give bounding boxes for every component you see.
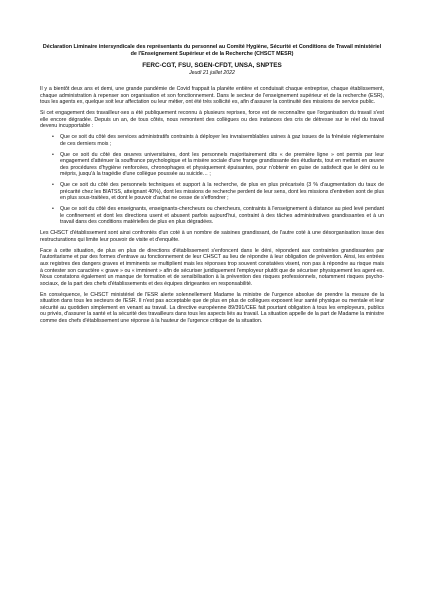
list-item — [52, 152, 384, 178]
bullet-icon: • — [52, 182, 54, 189]
list-item-text: Que ce soit du côté des personnels techniques et support à la recherche, de plus en plus précarisés (3 % d'augmentation du taux de précarité chez les BIATSS, atteignant 40%), dont les missions de recherche perdent de leur sens, dont les missions d'entretien sont de plus en plus sous-traitées, et dont le pouvoir d'achat ne cesse de s'effondrer ; — [60, 182, 384, 202]
document-title: Déclaration Liminaire intersyndicale des représentants du personnel au Comité Hygiène, Sécurité et Conditions de Travail ministériel de l'Enseignement Supérieur et de la Recherche (CHSCT MESR) — [42, 44, 382, 57]
bullet-icon: • — [52, 205, 54, 212]
signatories: FERC-CGT, FSU, SGEN-CFDT, UNSA, SNPTES — [142, 62, 282, 69]
list-item — [52, 206, 384, 226]
list-item-text: Que ce soit du côté des œuvres universitaires, dont les personnels majoritairement dits « de première ligne » ont permis par leur engagement d'atténuer la souffrance psychologique et la misère sociale d'une frange grandissante des étudiants, tout en mettant en œuvre des procédures d'hygiène renforcées, chronophages et physiquement épuisantes, pour n'obtenir en guise de satisfecit que le déni ou le mépris, jusqu'à la tragédie d'une collègue poussée au suicide… ; — [60, 151, 384, 178]
body-paragraph: Les CHSCT d'établissement sont ainsi confrontés d'un coté à un nombre de saisines grandissant, de l'autre coté à une désorganisation issue des restructurations qui limite leur pouvoir de visite et d'enquête. — [40, 230, 384, 243]
bullet-list — [40, 134, 384, 225]
list-item-text: Que ce soit du côté des enseignants, enseignants-chercheurs ou chercheurs, contraints à l'enseignement à distance au pied levé pendant le confinement et dont les directions usent et abusent parfois aujourd'hui, contraint à des tâches administratives grandissantes et à un travail dans des conditions matérielles de plus en plus dégradées. — [60, 205, 384, 226]
list-item — [52, 134, 384, 147]
list-item-text: Que ce soit du côté des services administratifs contraints à déployer les invraisemblables usines à gaz issues de la frénésie réglementaire de ces derniers mois ; — [60, 134, 384, 148]
intro-paragraph: Il y a bientôt deux ans et demi, une grande pandémie de Covid frappait la planète entière et conduisait chaque entreprise, chaque établissement, chaque administration à repenser son organisation et son fonctionnement. Dans le secteur de l'enseignement supérieur et de la recherche (ESR), tous les agents ex, quelque soit leur affectation ou leur métier, ont été très sollicité es, afin d'assurer la continuité des missions de service public. — [40, 86, 384, 106]
bullet-icon: • — [52, 151, 54, 158]
body-paragraph: En conséquence, le CHSCT ministériel de l'ESR alerte solennellement Madame la ministre de l'urgence absolue de prendre la mesure de la situation dans tous les secteurs de l'ESR. Il n'est pas acceptable que de plus en plus de collègues exposent leur santé physique ou mentale et leur sécurité au quotidien simplement en venant au travail. La directive européenne 89/391/CEE fait pourtant obligation à tous les employeurs, publics ou privés, d'assurer la santé et la sécurité des travailleurs dans tous les aspects liés au travail. La situation appelle de la part de Madame la ministre comme des chefs d'établissement une réponse à la hauteur de l'urgence critique de la situation. — [40, 291, 384, 324]
bullet-icon: • — [52, 134, 54, 141]
body-paragraph: Face à cette situation, de plus en plus de directions d'établissement s'enfoncent dans le déni, répondent aux contraintes grandissantes par l'autoritarisme et par des formes d'entrave au fonctionnement de leur CHSCT au lieu de répondre à leur obligation de prévention. Ainsi, les entrées aux registres des dangers graves et imminents se multiplient mais les réponses trop souvent constatées visent, non pas à répondre au risque mais à contester son caractère « grave » ou « imminent » afin de sécuriser juridiquement l'employeur plutôt que de sécuriser physiquement les agent·es. Nous constatons également un manque de formation et de sensibilisation à la prévention des risques professionnels, notamment risques psycho-sociaux, de la part des chefs d'établissements et des équipes dirigeantes en responsabilité. — [40, 247, 384, 287]
document-date: Jeudi 21 juillet 2022 — [189, 70, 235, 76]
intro-paragraph: Si cet engagement des travailleur·ses a été publiquement reconnu à plusieurs reprises, force est de reconnaître que l'organisation du travail s'est elle encore dégradée. Depuis un an, de tous côtés, nous remontent des collègues ou des instances des cris de détresse sur le réel du travail devenu incupportable : — [40, 110, 384, 130]
list-item — [52, 182, 384, 202]
